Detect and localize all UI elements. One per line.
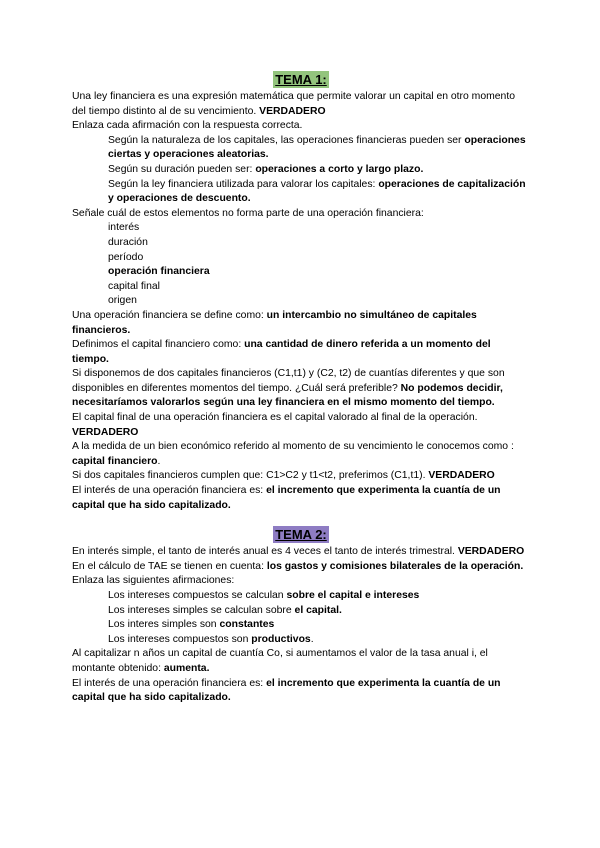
tema1-q6: Si disponemos de dos capitales financieros (C1,t1) y (C2, t2) de cuantías diferentes y que son disponibles en diferentes momentos del tiempo. ¿Cuál será preferible? No podemos decidir, necesitaríamos valorarlos según una ley financiera en el mismo momento del tiempo. bbox=[72, 368, 505, 409]
tema1-q3-option: capital final bbox=[108, 280, 160, 292]
tema1-q4: Una operación financiera se define como: un intercambio no simultáneo de capitales financieros. bbox=[72, 309, 477, 336]
tema2-q1: En interés simple, el tanto de interés anual es 4 veces el tanto de interés trimestral. VERDADERO bbox=[72, 546, 525, 558]
tema1-q1-answer: VERDADERO bbox=[259, 105, 326, 117]
tema1-title: TEMA 1: bbox=[275, 72, 327, 87]
tema1-q9: Si dos capitales financieros cumplen que: C1>C2 y t1<t2, preferimos (C1,t1). VERDADERO bbox=[72, 470, 495, 482]
tema1-q2-item: Según su duración pueden ser: operaciones a corto y largo plazo. bbox=[108, 163, 424, 175]
tema1-q7: El capital final de una operación financiera es el capital valorado al final de la operación. VERDADERO bbox=[72, 412, 478, 438]
tema2-q3-item: Los intereses compuestos se calculan sobre el capital e intereses bbox=[108, 590, 420, 601]
tema2-q3-item: Los interes simples son constantes bbox=[108, 619, 275, 631]
document-page bbox=[72, 71, 530, 706]
tema1-q3-option: interés bbox=[108, 222, 140, 234]
tema1-q2-item: Según la naturaleza de los capitales, las operaciones financieras pueden ser operaciones ciertas y operaciones aleatorias. bbox=[108, 134, 526, 161]
tema2-q3-item: Los intereses simples se calculan sobre el capital. bbox=[108, 604, 342, 616]
tema1-q1: Una ley financiera es una expresión matemática que permite valorar un capital en otro momento del tiempo distinto al de su vencimiento. VERDADERO bbox=[72, 91, 515, 117]
tema1-q3-option: operación financiera bbox=[108, 266, 210, 278]
tema1-q3-option: período bbox=[108, 251, 144, 263]
tema1-q8: A la medida de un bien económico referido al momento de su vencimiento le conocemos como : capital financiero. bbox=[72, 441, 514, 467]
tema2-heading bbox=[72, 526, 530, 545]
tema2-title: TEMA 2: bbox=[275, 527, 327, 543]
tema1-q3-option: duración bbox=[108, 236, 148, 248]
tema2-q3-item: Los intereses compuestos son productivos. bbox=[108, 633, 314, 645]
tema2-q2: En el cálculo de TAE se tienen en cuenta: los gastos y comisiones bilaterales de la operación. bbox=[72, 560, 524, 572]
tema1-q5: Definimos el capital financiero como: una cantidad de dinero referida a un momento del tiempo. bbox=[72, 339, 491, 365]
tema1-q2-item: Según la ley financiera utilizada para valorar los capitales: operaciones de capitalización y operaciones de descuento. bbox=[108, 178, 526, 205]
tema1-q2: Enlaza cada afirmación con la respuesta correcta. bbox=[72, 120, 303, 132]
tema1-q10: El interés de una operación financiera es: el incremento que experimenta la cuantía de un capital que ha sido capitalizado. bbox=[72, 485, 501, 511]
tema1-q3: Señale cuál de estos elementos no forma parte de una operación financiera: bbox=[72, 207, 424, 219]
tema2-q3: Enlaza las siguientes afirmaciones: bbox=[72, 575, 235, 587]
tema1-q3-option: origen bbox=[108, 295, 137, 307]
tema1-heading bbox=[72, 71, 530, 90]
tema2-q4: Al capitalizar n años un capital de cuantía Co, si aumentamos el valor de la tasa anual i, el montante obtenido: aumenta. bbox=[72, 648, 488, 674]
section-spacer bbox=[72, 513, 530, 526]
tema2-q5: El interés de una operación financiera es: el incremento que experimenta la cuantía de un capital que ha sido capitalizado. bbox=[72, 677, 501, 704]
